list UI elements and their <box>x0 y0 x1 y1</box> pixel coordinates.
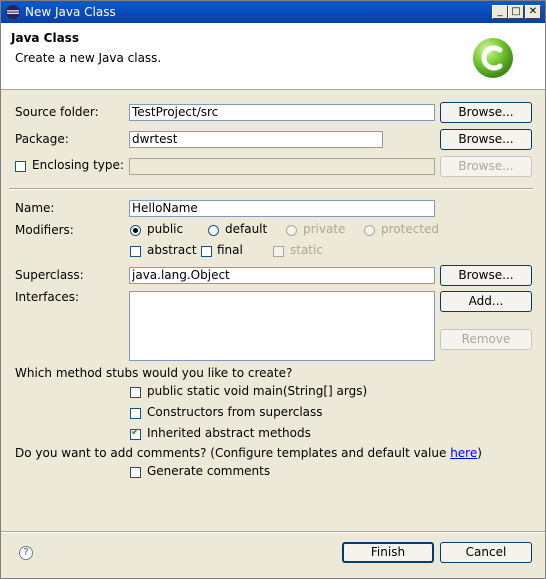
constructors-label: Constructors from superclass <box>147 405 323 419</box>
comments-question-end: ) <box>477 446 482 460</box>
comments-question <box>15 446 482 460</box>
main-method-checkbox[interactable] <box>130 387 141 398</box>
source-folder-label: Source folder: <box>15 105 99 119</box>
abstract-label: abstract <box>147 243 197 257</box>
source-folder-browse-button[interactable]: Browse... <box>440 102 532 123</box>
finish-button[interactable]: Finish <box>342 542 434 563</box>
inherited-methods-checkbox[interactable] <box>130 429 141 440</box>
interfaces-list[interactable] <box>129 291 435 361</box>
package-browse-button[interactable]: Browse... <box>440 129 532 150</box>
enclosing-type-label: Enclosing type: <box>32 158 124 172</box>
final-label: final <box>217 243 243 257</box>
enclosing-type-checkbox[interactable] <box>15 161 26 172</box>
minimize-button[interactable]: _ <box>492 5 508 19</box>
add-interface-button[interactable]: Add... <box>440 291 532 312</box>
close-button[interactable]: ✕ <box>525 5 541 19</box>
package-label: Package: <box>15 132 69 146</box>
inherited-methods-label: Inherited abstract methods <box>147 426 311 440</box>
name-label: Name: <box>15 201 55 215</box>
main-method-label: public static void main(String[] args) <box>147 384 368 398</box>
separator <box>9 188 533 190</box>
generate-comments-label: Generate comments <box>147 464 271 478</box>
window-title: New Java Class <box>25 5 116 19</box>
static-label: static <box>290 243 323 257</box>
private-radio[interactable] <box>286 225 297 236</box>
banner-subtitle: Create a new Java class. <box>15 51 162 65</box>
default-label: default <box>225 222 268 236</box>
default-radio[interactable] <box>208 225 219 236</box>
maximize-button[interactable]: □ <box>508 5 524 19</box>
eclipse-icon <box>5 4 21 20</box>
abstract-checkbox[interactable] <box>130 246 141 257</box>
method-stubs-question: Which method stubs would you like to create? <box>15 366 293 380</box>
superclass-browse-button[interactable]: Browse... <box>440 265 532 286</box>
superclass-input[interactable]: java.lang.Object <box>129 267 435 284</box>
constructors-checkbox[interactable] <box>130 408 141 419</box>
cancel-button[interactable]: Cancel <box>440 542 532 563</box>
wizard-banner <box>1 23 545 90</box>
package-input[interactable]: dwrtest <box>129 131 383 148</box>
source-folder-input[interactable]: TestProject/src <box>129 104 435 121</box>
footer-separator <box>1 531 545 533</box>
enclosing-type-input[interactable] <box>129 158 435 175</box>
interfaces-label: Interfaces: <box>15 290 80 304</box>
protected-label: protected <box>381 222 440 236</box>
private-label: private <box>303 222 346 236</box>
public-radio[interactable] <box>130 225 141 236</box>
enclosing-type-browse-button[interactable]: Browse... <box>440 156 532 177</box>
modifiers-label: Modifiers: <box>15 223 74 237</box>
superclass-label: Superclass: <box>15 268 84 282</box>
protected-radio[interactable] <box>364 225 375 236</box>
comments-question-text: Do you want to add comments? (Configure templates and default value <box>15 446 451 460</box>
name-input[interactable]: HelloName <box>129 200 435 217</box>
configure-templates-link[interactable]: here <box>450 446 478 460</box>
static-checkbox[interactable] <box>273 246 284 257</box>
remove-interface-button[interactable]: Remove <box>440 329 532 350</box>
public-label: public <box>147 222 184 236</box>
title-bar <box>1 1 545 23</box>
help-icon[interactable]: ? <box>19 546 33 560</box>
banner-title: Java Class <box>11 31 79 45</box>
new-class-icon <box>471 36 515 80</box>
generate-comments-checkbox[interactable] <box>130 467 141 478</box>
final-checkbox[interactable] <box>201 246 212 257</box>
